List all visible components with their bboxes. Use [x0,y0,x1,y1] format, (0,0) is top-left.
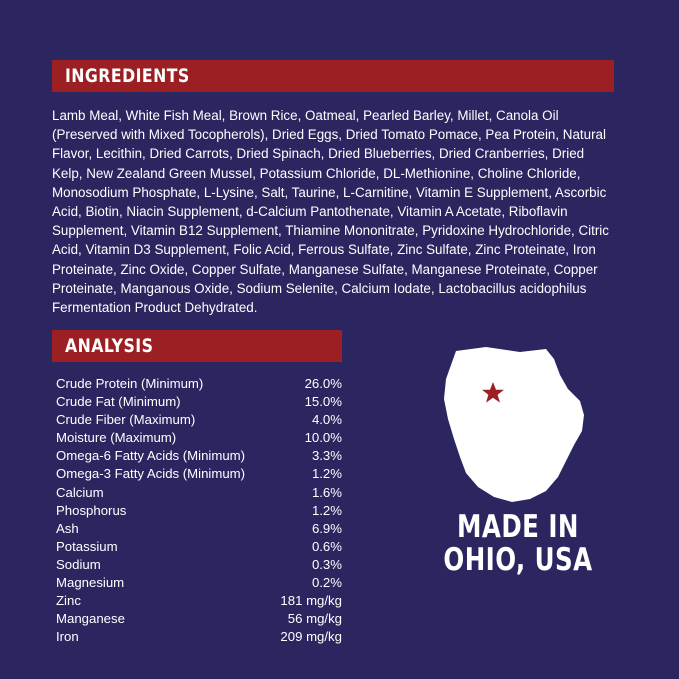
analysis-row-value: 6.9% [311,520,342,536]
analysis-row-label: Moisture (Maximum) [56,430,177,446]
analysis-row-value: 0.6% [311,538,342,554]
analysis-row-label: Crude Fat (Minimum) [56,394,181,410]
analysis-row-label: Zinc [56,593,81,609]
made-in-line-1: MADE IN [457,509,579,545]
ingredients-heading: INGREDIENTS [65,65,190,87]
star-marker-icon [481,381,505,405]
analysis-row [56,610,342,628]
analysis-row-value: 4.0% [311,412,342,428]
analysis-row-label: Phosphorus [56,502,127,518]
analysis-row [56,574,342,592]
analysis-row-label: Crude Fiber (Maximum) [56,412,196,428]
analysis-row [56,393,342,411]
ohio-state-outline-icon [434,345,602,505]
analysis-row [56,538,342,556]
ingredients-text: Lamb Meal, White Fish Meal, Brown Rice, Oatmeal, Pearled Barley, Millet, Canola Oil (Preserved with Mixed Tocopherols), Dried Eggs, Dried Tomato Pomace, Pea Protein, Natural Flavor, Lecithin, Dried Carrots, Dried Spinach, Dried Blueberries, Dried Cranberries, Dried Kelp, New Zealand Green Mussel, Potassium Chloride, DL-Methionine, Choline Chloride, Monosodium Phosphate, L-Lysine, Salt, Taurine, L-Carnitine, Vitamin E Supplement, Ascorbic Acid, Biotin, Niacin Supplement, d-Calcium Pantothenate, Vitamin A Acetate, Riboflavin Supplement, Vitamin B12 Supplement, Thiamine Mononitrate, Pyridoxine Hydrochloride, Citric Acid, Vitamin D3 Supplement, Folic Acid, Ferrous Sulfate, Zinc Sulfate, Zinc Proteinate, Iron Proteinate, Zinc Oxide, Copper Sulfate, Manganese Sulfate, Manganese Proteinate, Copper Proteinate, Manganous Oxide, Sodium Selenite, Calcium Iodate, Lactobacillus acidophilus Fermentation Product Dehydrated. [52,108,609,316]
analysis-row-value: 26.0% [304,376,342,391]
analysis-row-label: Potassium [56,538,118,554]
made-in-ohio-label [416,511,620,577]
analysis-row-label: Omega-6 Fatty Acids (Minimum) [56,448,246,464]
analysis-row [56,411,342,429]
analysis-row-label: Iron [56,629,79,645]
analysis-row-value: 0.2% [311,575,342,591]
analysis-row-label: Crude Protein (Minimum) [56,376,204,391]
analysis-row-value: 1.6% [311,484,342,500]
analysis-row-value: 3.3% [311,448,342,464]
analysis-row-value: 1.2% [311,502,342,518]
analysis-row [56,628,342,646]
analysis-row-label: Manganese [56,611,125,627]
analysis-row-value: 209 mg/kg [280,629,342,645]
analysis-row-label: Ash [56,520,79,536]
analysis-row-value: 181 mg/kg [280,593,342,609]
analysis-row [56,447,342,465]
ingredients-section-header [52,60,614,92]
analysis-row-value: 15.0% [304,394,342,410]
analysis-row-label: Calcium [56,484,104,500]
analysis-row [56,502,342,520]
analysis-row [56,556,342,574]
analysis-row-label: Sodium [56,556,101,572]
analysis-row-value: 56 mg/kg [287,611,342,627]
analysis-row [56,484,342,502]
analysis-row [56,465,342,483]
analysis-row-value: 0.3% [311,556,342,572]
analysis-row-label: Omega-3 Fatty Acids (Minimum) [56,466,246,482]
guaranteed-analysis-table [56,375,342,646]
analysis-row [56,592,342,610]
analysis-table-body [56,375,342,646]
analysis-row-value: 1.2% [311,466,342,482]
analysis-row-label: Magnesium [56,575,125,591]
analysis-row [56,375,342,393]
analysis-row [56,429,342,447]
analysis-section-header [52,330,342,362]
analysis-row-value: 10.0% [304,430,342,446]
analysis-heading: ANALYSIS [65,335,154,357]
analysis-row [56,520,342,538]
made-in-ohio-block [402,345,634,577]
made-in-line-2: OHIO, USA [443,542,593,578]
